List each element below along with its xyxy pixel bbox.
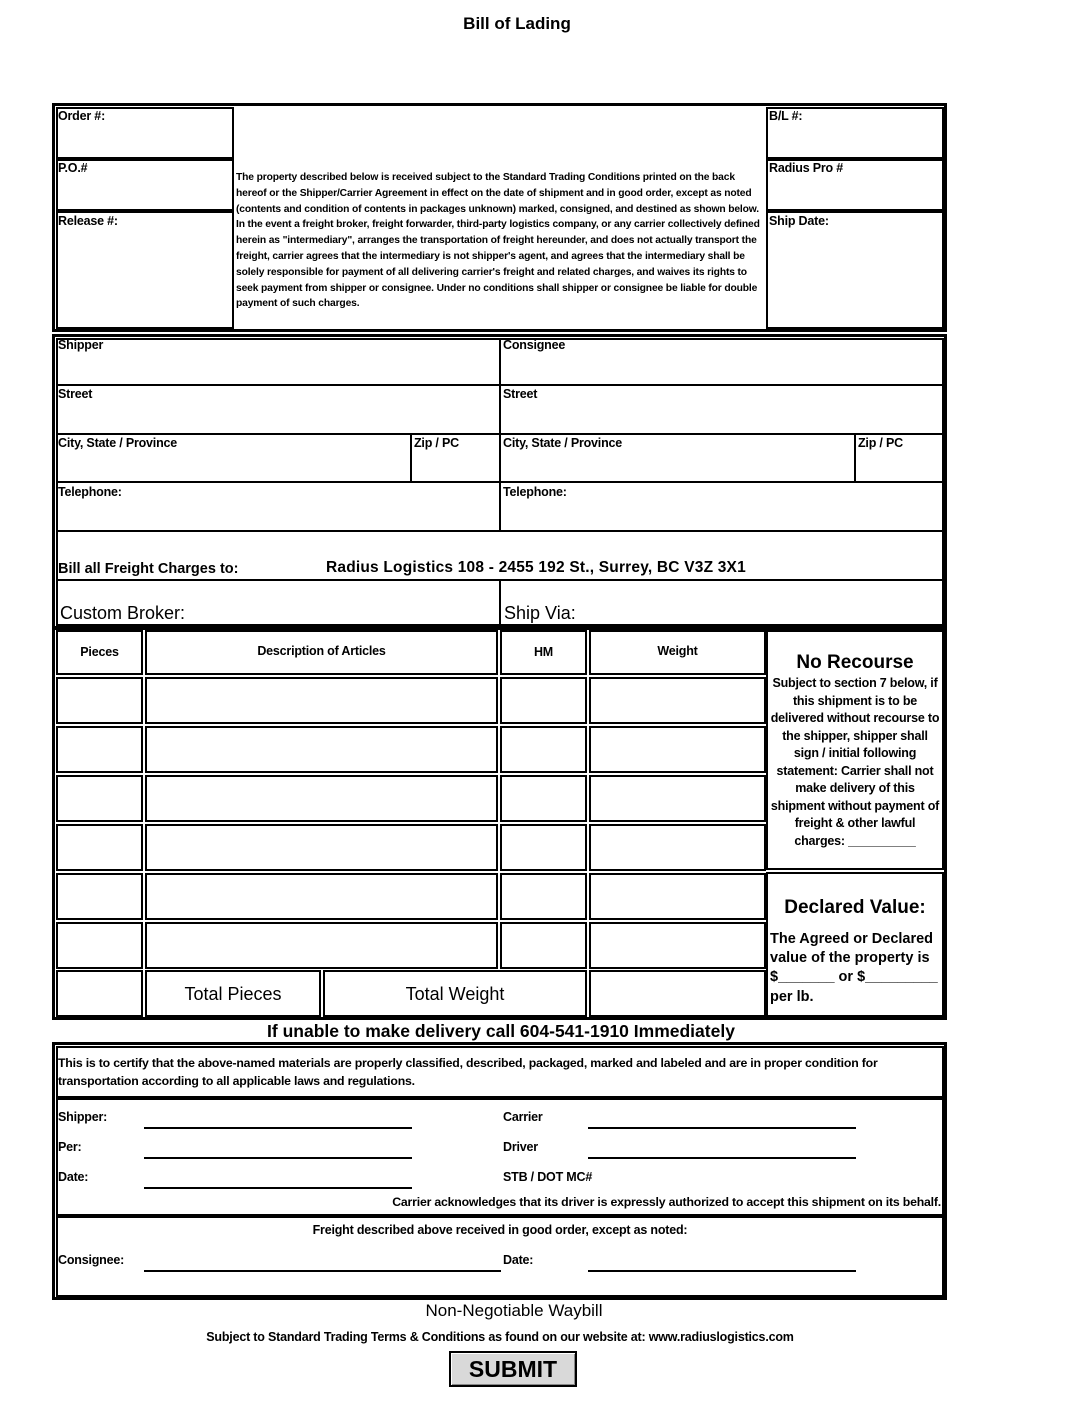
consignee-label: Consignee xyxy=(503,338,566,352)
pieces-input[interactable] xyxy=(60,787,143,811)
declared-value-per-lb: per lb. xyxy=(770,989,814,1005)
total-weight-value-cell[interactable] xyxy=(589,970,766,1017)
total-pieces-label: Total Pieces xyxy=(184,984,282,1004)
pieces-input[interactable] xyxy=(60,934,143,958)
consignee-sig-line xyxy=(144,1270,501,1272)
consignee-telephone-field[interactable] xyxy=(505,503,943,529)
ship-date-field[interactable] xyxy=(772,232,942,258)
release-label: Release #: xyxy=(58,214,118,228)
hm-input[interactable] xyxy=(504,934,587,958)
footer-terms: Subject to Standard Trading Terms & Conditions as found on our website at: www.radiuslogistics.com xyxy=(206,1330,794,1344)
sig-per-field[interactable] xyxy=(146,1136,414,1158)
description-header-label: Description of Articles xyxy=(257,644,386,658)
sig-shipper-line xyxy=(144,1127,412,1129)
consignee-sig-field[interactable] xyxy=(146,1249,502,1271)
ship-date-label: Ship Date: xyxy=(769,214,829,228)
pieces-input[interactable] xyxy=(60,689,143,713)
shipper-zip-field[interactable] xyxy=(415,454,499,480)
description-input[interactable] xyxy=(149,738,498,762)
consignee-city-field[interactable] xyxy=(505,454,853,480)
hm-input[interactable] xyxy=(504,885,587,909)
no-recourse-text: Subject to section 7 below, if this shipment is to be delivered without recourse to the shipper, shipper shall sign / initial following statement: Carrier shall not make delivery of this shipment without payment of freight & other lawful charges: __________ xyxy=(770,676,940,848)
sig-stb-label: STB / DOT MC# xyxy=(503,1170,593,1184)
description-input[interactable] xyxy=(149,787,498,811)
shipper-telephone-field[interactable] xyxy=(60,503,498,529)
total-weight-label: Total Weight xyxy=(405,984,505,1004)
shipper-telephone-label: Telephone: xyxy=(58,485,122,499)
consignee-field[interactable] xyxy=(505,356,943,382)
description-input[interactable] xyxy=(149,934,498,958)
custom-broker-field[interactable] xyxy=(195,601,497,625)
divider xyxy=(499,579,501,627)
consignee-sig-label: Consignee: xyxy=(58,1253,125,1267)
pieces-header-label: Pieces xyxy=(80,645,119,659)
sig-driver-line xyxy=(588,1157,856,1159)
release-field[interactable] xyxy=(60,232,232,258)
shipper-label: Shipper xyxy=(58,338,104,352)
consignee-date-label: Date: xyxy=(503,1253,534,1267)
declared-value-amounts: $_______ or $_________ xyxy=(770,969,938,985)
shipper-zip-label: Zip / PC xyxy=(414,436,459,450)
description-input[interactable] xyxy=(149,836,498,860)
sig-date-line xyxy=(144,1187,412,1189)
description-input[interactable] xyxy=(149,689,498,713)
page-title: Bill of Lading xyxy=(463,14,571,33)
total-pieces-value-cell[interactable] xyxy=(56,970,143,1017)
divider xyxy=(499,338,501,531)
hm-input[interactable] xyxy=(504,836,587,860)
consignee-date-field[interactable] xyxy=(590,1249,858,1271)
declared-value-title: Declared Value: xyxy=(784,897,926,918)
hm-input[interactable] xyxy=(504,738,587,762)
consignee-street-field[interactable] xyxy=(505,405,943,431)
sig-shipper-field[interactable] xyxy=(146,1106,414,1128)
weight-input[interactable] xyxy=(593,836,766,860)
radius-pro-field[interactable] xyxy=(772,180,942,206)
sig-carrier-line xyxy=(588,1127,856,1129)
waybill-label: Non-Negotiable Waybill xyxy=(425,1301,603,1320)
consignee-date-line xyxy=(588,1270,856,1272)
sig-driver-field[interactable] xyxy=(590,1136,858,1158)
sig-stb-field[interactable] xyxy=(612,1166,858,1188)
divider xyxy=(854,433,856,482)
sig-carrier-label: Carrier xyxy=(503,1110,543,1124)
carrier-ack-text: Carrier acknowledges that its driver is expressly authorized to accept this shipment on its behalf. xyxy=(392,1195,941,1209)
terms-paragraph: The property described below is received subject to the Standard Trading Conditions printed on the back hereof or the Shipper/Carrier Agreement in effect on the date of shipment and in good order, except as noted (contents and condition of contents in packages unknown) marked, consigned, and destined as shown below. In the event a freight broker, freight forwarder, third-party logistics company, or any carrier collectively defined herein as "intermediary", arranges the transportation of freight hereunder, and does not actually transport the freight, carrier agrees that the intermediary is not shipper's agent, and agrees that the intermediary shall be solely responsible for payment of all delivering carrier's freight and related charges, and waives its rights to seek payment from shipper or consignee. Under no conditions shall shipper or consignee be liable for double payment of such charges. xyxy=(236,172,760,310)
pieces-input[interactable] xyxy=(60,738,143,762)
certification-text: This is to certify that the above-named materials are properly classified, described, packaged, marked and labeled and are in proper condition for transportation according to all applicable laws and regulations. xyxy=(58,1056,878,1088)
delivery-notice: If unable to make delivery call 604-541-1910 Immediately xyxy=(267,1021,735,1041)
received-text: Freight described above received in good order, except as noted: xyxy=(312,1223,688,1237)
bl-field[interactable] xyxy=(772,128,942,154)
release-box[interactable] xyxy=(56,211,234,329)
shipper-field[interactable] xyxy=(60,356,498,382)
bl-label: B/L #: xyxy=(769,109,803,123)
weight-header-label: Weight xyxy=(657,644,698,658)
weight-input[interactable] xyxy=(593,934,766,958)
sig-date-label: Date: xyxy=(58,1170,89,1184)
pieces-input[interactable] xyxy=(60,836,143,860)
hm-header-label: HM xyxy=(533,645,554,659)
ship-date-box[interactable] xyxy=(766,211,944,329)
sig-per-line xyxy=(144,1157,412,1159)
weight-input[interactable] xyxy=(593,885,766,909)
radius-pro-label: Radius Pro # xyxy=(769,161,844,175)
order-field[interactable] xyxy=(60,128,232,154)
consignee-telephone-label: Telephone: xyxy=(503,485,567,499)
consignee-zip-label: Zip / PC xyxy=(858,436,903,450)
hm-input[interactable] xyxy=(504,787,587,811)
ship-via-field[interactable] xyxy=(584,601,942,625)
sig-shipper-label: Shipper: xyxy=(58,1110,108,1124)
submit-button[interactable]: SUBMIT xyxy=(449,1351,577,1387)
order-label: Order #: xyxy=(58,109,106,123)
hm-input[interactable] xyxy=(504,689,587,713)
consignee-street-label: Street xyxy=(503,387,538,401)
no-recourse-title: No Recourse xyxy=(796,652,914,673)
shipper-city-label: City, State / Province xyxy=(58,436,178,450)
custom-broker-label: Custom Broker: xyxy=(60,603,186,623)
weight-input[interactable] xyxy=(593,787,766,811)
sig-carrier-field[interactable] xyxy=(590,1106,858,1128)
sig-date-field[interactable] xyxy=(146,1166,414,1188)
sig-per-label: Per: xyxy=(58,1140,82,1154)
shipper-street-field[interactable] xyxy=(60,405,498,431)
shipper-street-label: Street xyxy=(58,387,93,401)
sig-driver-label: Driver xyxy=(503,1140,538,1154)
pieces-input[interactable] xyxy=(60,885,143,909)
bill-freight-label: Bill all Freight Charges to: xyxy=(58,561,239,577)
ship-via-label: Ship Via: xyxy=(504,603,576,623)
declared-value-text: The Agreed or Declared value of the property is xyxy=(770,931,934,966)
po-label: P.O.# xyxy=(58,161,88,175)
po-field[interactable] xyxy=(60,180,232,206)
divider xyxy=(410,433,412,482)
weight-input[interactable] xyxy=(593,689,766,713)
description-input[interactable] xyxy=(149,885,498,909)
consignee-zip-field[interactable] xyxy=(859,454,943,480)
weight-input[interactable] xyxy=(593,738,766,762)
consignee-city-label: City, State / Province xyxy=(503,436,623,450)
shipper-city-field[interactable] xyxy=(60,454,410,480)
bill-freight-address: Radius Logistics 108 - 2455 192 St., Surrey, BC V3Z 3X1 xyxy=(326,559,746,576)
